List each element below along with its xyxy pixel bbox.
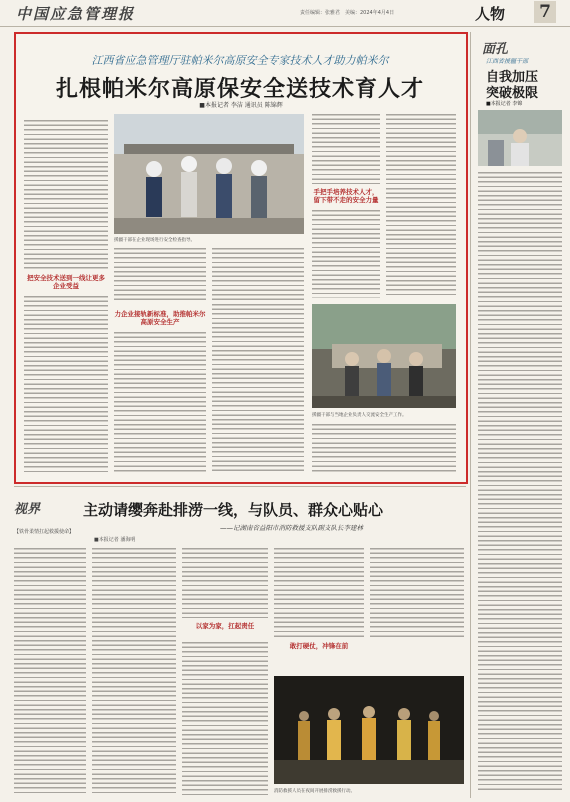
- sidebar-title-1: 自我加压: [486, 70, 539, 85]
- sidebar-column-logo: 面孔: [482, 42, 509, 57]
- masthead: [0, 0, 570, 27]
- lead-byline: ■本报记者 李洁 通讯员 陈锦辉: [199, 102, 283, 109]
- sidebar-text: [478, 172, 562, 792]
- feature-headline: 主动请缨奔赴排涝一线，与队员、群众心贴心: [83, 501, 384, 519]
- lead-headline: 扎根帕米尔高原保安全送技术育人才: [55, 77, 424, 102]
- lead-kicker: 江西省应急管理厅驻帕米尔高原安全专家技术人才助力帕米尔: [91, 54, 389, 67]
- sidebar-photo: [478, 110, 562, 166]
- lead-photo-bottom-caption: 援疆干部与当地企业负责人交流安全生产工作。: [312, 413, 407, 418]
- column-divider: [470, 32, 471, 798]
- feature-column-4-text: [274, 548, 364, 638]
- lead-photo-bottom: [312, 304, 456, 408]
- lead-subhead-3: 手把手培养技术人才，留下带不走的安全力量: [313, 188, 379, 204]
- feature-subtitle: ——记湖南省益阳市消防救援支队副支队长李建林: [220, 524, 363, 532]
- page-number: 7: [534, 1, 556, 23]
- issue-info: 责任编辑：张雅君 美编：2024年4月4日: [300, 10, 395, 16]
- lead-photo-top: [114, 114, 304, 234]
- lead-column-4-text-lower: [312, 210, 380, 298]
- lead-photo-top-image: [114, 114, 304, 234]
- lead-subhead-2: 力企业接轨新标准，助推帕米尔高原安全生产: [114, 310, 206, 326]
- lead-column-1-text: [24, 120, 108, 270]
- feature-column-2-text: [92, 548, 176, 796]
- feature-column-3-text-lower: [182, 642, 268, 796]
- paper-name: 中国应急管理报: [16, 5, 136, 23]
- lead-column-3-text: [212, 248, 304, 300]
- sidebar-title-2: 突破极限: [486, 86, 539, 101]
- feature-photo-caption: 消防救援人员在夜间开展排涝救援行动。: [274, 789, 355, 794]
- lead-subhead-1: 把安全技术送到一线让更多企业受益: [27, 274, 105, 290]
- section-name: 人物: [475, 5, 506, 23]
- feature-sidebar-label: 【铁骨柔情扛起救援使命】: [14, 529, 75, 535]
- feature-subhead-2: 敢打硬仗，冲锋在前: [289, 642, 349, 650]
- lead-column-5-text: [386, 114, 456, 184]
- lead-column-4-text: [312, 114, 380, 184]
- feature-column-5-text: [370, 548, 464, 638]
- lead-column-3-text-lower: [212, 304, 304, 474]
- feature-column-logo: 视界: [14, 502, 41, 517]
- lead-column-2-text-lower: [114, 332, 206, 474]
- feature-byline: ■本报记者 潘海明: [94, 537, 136, 543]
- lead-column-1-text-lower: [24, 296, 108, 474]
- feature-column-3-text: [182, 548, 268, 618]
- lead-story-box: [14, 32, 468, 484]
- sidebar-byline: ■本报记者 李锦: [486, 101, 523, 107]
- feature-column-1-text: [14, 548, 86, 796]
- section-divider: [14, 486, 466, 487]
- lead-photo-bottom-image: [312, 304, 456, 408]
- lead-column-2-text: [114, 248, 206, 300]
- feature-photo: [274, 676, 464, 784]
- lead-column-bottom-right-text: [312, 424, 456, 474]
- sidebar-photo-image: [478, 110, 562, 166]
- feature-photo-image: [274, 676, 464, 784]
- feature-subhead-1: 以家为家，扛起责任: [195, 622, 255, 630]
- sidebar-kicker: 江西省援疆干部: [486, 58, 529, 65]
- lead-column-5-text-lower: [386, 188, 456, 298]
- lead-photo-top-caption: 援疆干部在企业现场进行安全检查指导。: [114, 238, 195, 243]
